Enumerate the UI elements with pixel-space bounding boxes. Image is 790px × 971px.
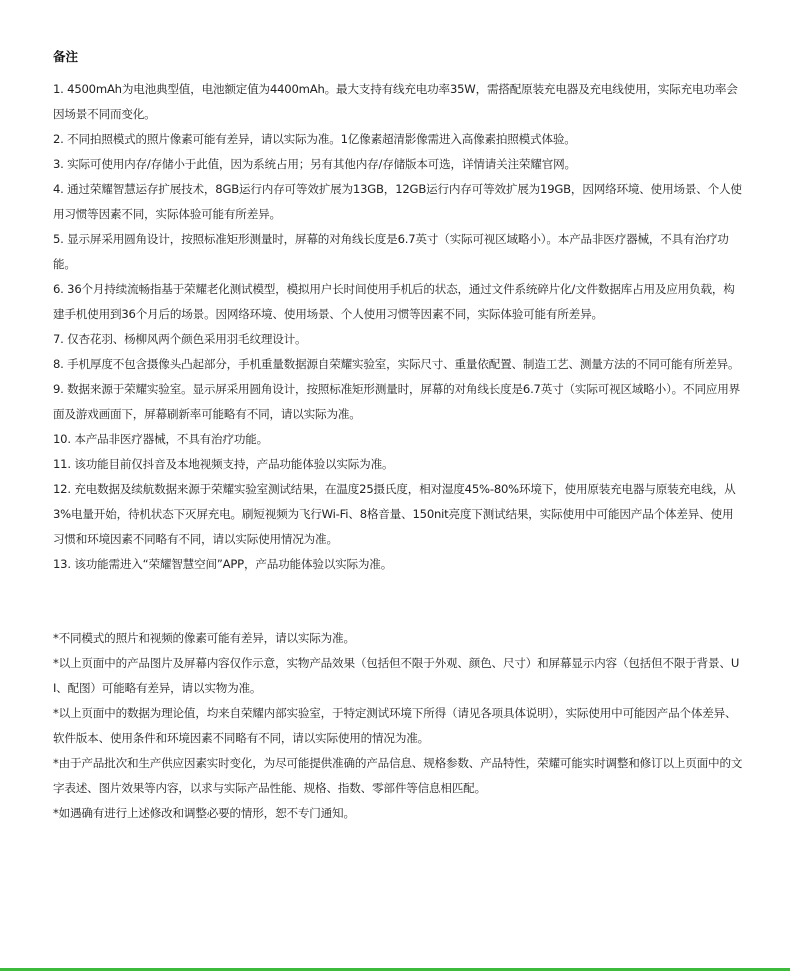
note-item: 6. 36个月持续流畅指基于荣耀老化测试模型，模拟用户长时间使用手机后的状态，通过文件系统碎片化/文件数据库占用及应用负载，构建手机使用到36个月后的场景。因网络环境、使用场景、个人使用习惯等因素不同，实际体验可能有所差异。: [53, 282, 735, 321]
disclaimer-item: *由于产品批次和生产供应因素实时变化，为尽可能提供准确的产品信息、规格参数、产品特性，荣耀可能实时调整和修订以上页面中的文字表述、图片效果等内容，以求与实际产品性能、规格、指数、零部件等信息相匹配。: [53, 756, 743, 795]
note-item: 2. 不同拍照模式的照片像素可能有差异，请以实际为准。1亿像素超清影像需进入高像素拍照模式体验。: [53, 132, 576, 146]
disclaimers-list: [53, 626, 743, 826]
note-item: 4. 通过荣耀智慧运存扩展技术，8GB运行内存可等效扩展为13GB，12GB运行内存可等效扩展为19GB，因网络环境、使用场景、个人使用习惯等因素不同，实际体验可能有所差异。: [53, 182, 742, 221]
disclaimer-item: *不同模式的照片和视频的像素可能有差异，请以实际为准。: [53, 631, 355, 645]
remarks-heading: 备注: [53, 49, 79, 64]
note-item: 12. 充电数据及续航数据来源于荣耀实验室测试结果，在温度25摄氏度，相对湿度45%-80%环境下，使用原装充电器与原装充电线，从3%电量开始，待机状态下灭屏充电。刷短视频为飞行Wi-Fi、8格音量、150nit亮度下测试结果，实际使用中可能因产品个体差异、使用习惯和环境因素不同略有不同，请以实际使用情况为准。: [53, 482, 736, 546]
note-item: 8. 手机厚度不包含摄像头凸起部分，手机重量数据源自荣耀实验室，实际尺寸、重量依配置、制造工艺、测量方法的不同可能有所差异。: [53, 357, 740, 371]
note-item: 10. 本产品非医疗器械，不具有治疗功能。: [53, 432, 269, 446]
note-item: 13. 该功能需进入“荣耀智慧空间”APP，产品功能体验以实际为准。: [53, 557, 393, 571]
note-item: 3. 实际可使用内存/存储小于此值，因为系统占用；另有其他内存/存储版本可选，详情请关注荣耀官网。: [53, 157, 576, 171]
numbered-notes-list: [53, 77, 743, 577]
disclaimer-item: *以上页面中的数据为理论值，均来自荣耀内部实验室，于特定测试环境下所得（请见各项具体说明），实际使用中可能因产品个体差异、软件版本、使用条件和环境因素不同略有不同，请以实际使用的情况为准。: [53, 706, 737, 745]
disclaimer-item: *以上页面中的产品图片及屏幕内容仅作示意，实物产品效果（包括但不限于外观、颜色、尺寸）和屏幕显示内容（包括但不限于背景、UI、配图）可能略有差异，请以实物为准。: [53, 656, 740, 695]
note-item: 9. 数据来源于荣耀实验室。显示屏采用圆角设计，按照标准矩形测量时，屏幕的对角线长度是6.7英寸（实际可视区域略小）。不同应用界面及游戏画面下，屏幕刷新率可能略有不同，请以实际为准。: [53, 382, 741, 421]
note-item: 7. 仅杏花羽、杨柳风两个颜色采用羽毛纹理设计。: [53, 332, 307, 346]
note-item: 1. 4500mAh为电池典型值，电池额定值为4400mAh。最大支持有线充电功率35W，需搭配原装充电器及充电线使用，实际充电功率会因场景不同而变化。: [53, 82, 738, 121]
note-item: 5. 显示屏采用圆角设计，按照标准矩形测量时，屏幕的对角线长度是6.7英寸（实际可视区域略小）。本产品非医疗器械，不具有治疗功能。: [53, 232, 729, 271]
note-item: 11. 该功能目前仅抖音及本地视频支持，产品功能体验以实际为准。: [53, 457, 394, 471]
disclaimer-item: *如遇确有进行上述修改和调整必要的情形，恕不专门通知。: [53, 806, 355, 820]
